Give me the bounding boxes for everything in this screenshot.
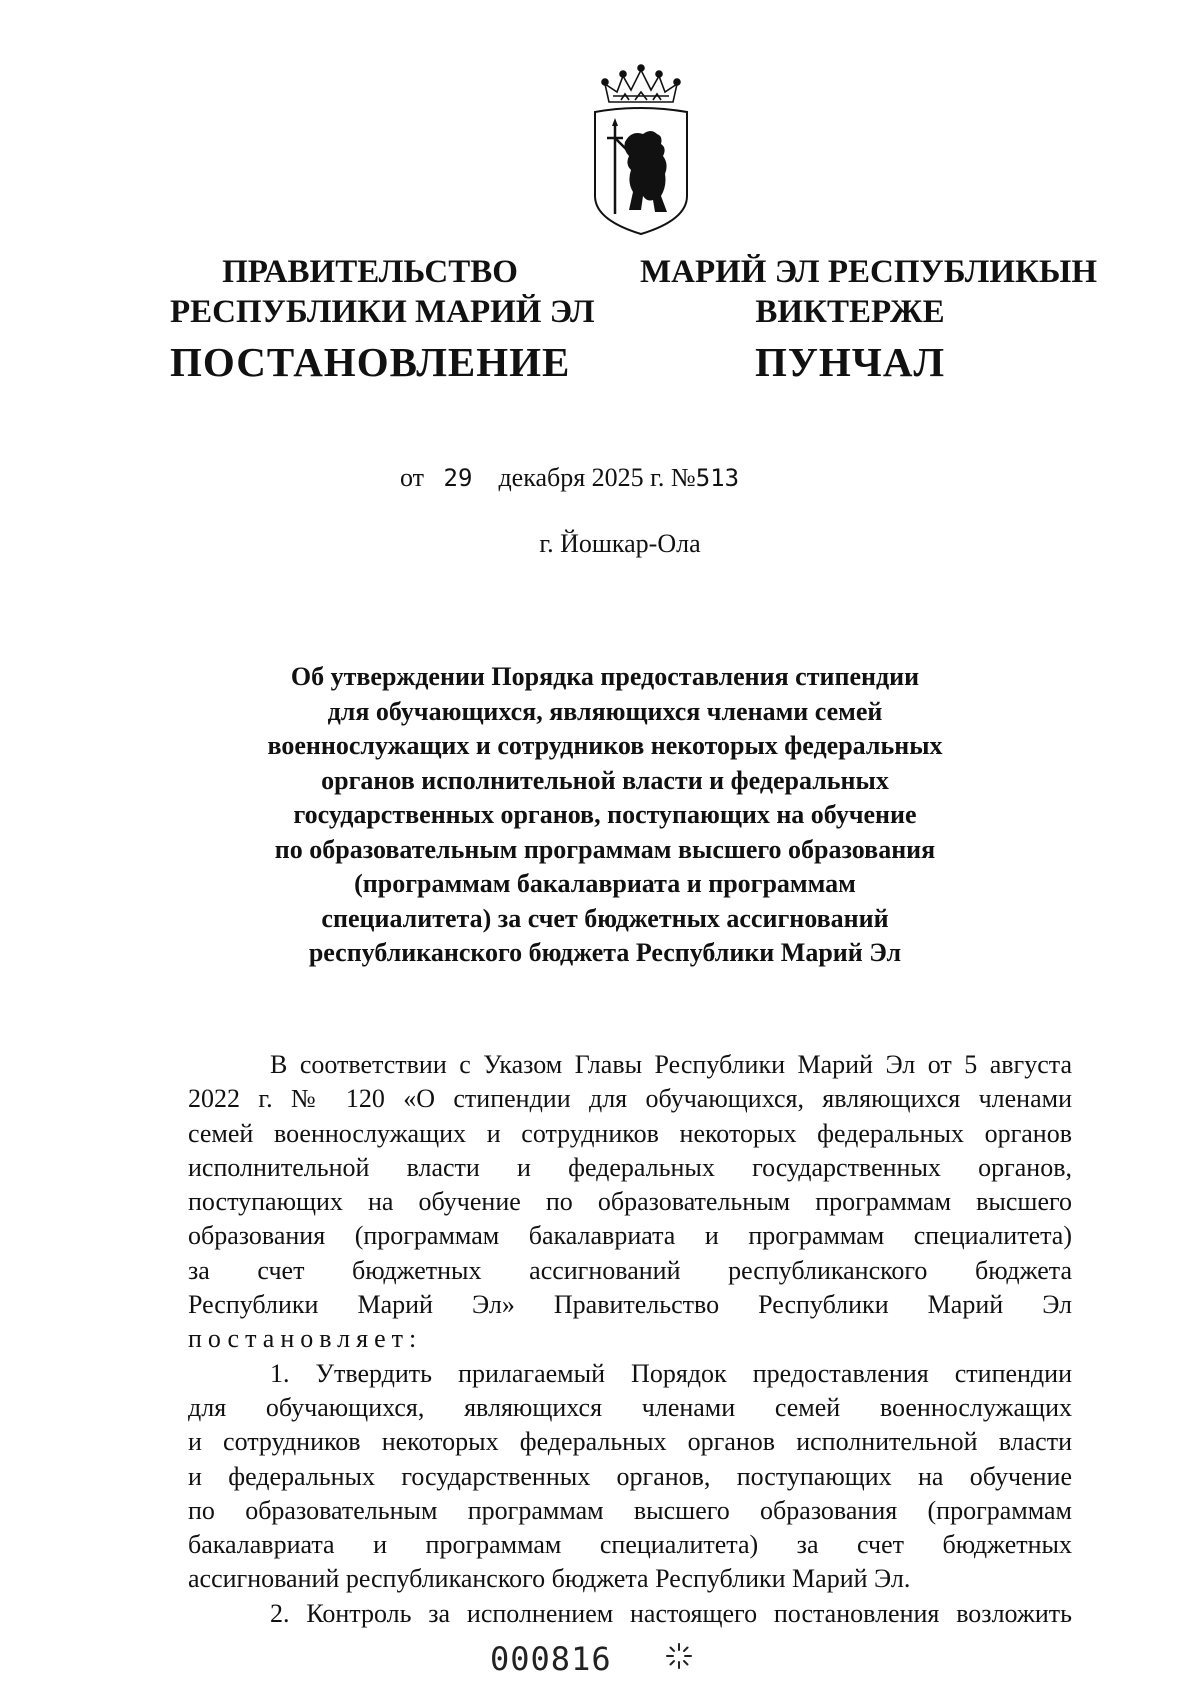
title-line: (программам бакалавриата и программам (354, 869, 856, 898)
item-2-paragraph (188, 1597, 1072, 1631)
date-day: 29 (443, 464, 473, 492)
asterisk-mark-icon (664, 1641, 694, 1671)
title-line: военнослужащих и сотрудников некоторых федеральных (267, 731, 943, 760)
date-prefix: от (400, 463, 425, 492)
header-left-doc-type: ПОСТАНОВЛЕНИЕ (170, 339, 571, 385)
body-line: бакалавриата и программам специалитета) за счет бюджетных (188, 1530, 1072, 1560)
title-line: республиканского бюджета Республики Марий Эл (308, 938, 902, 967)
date-month-year: декабря 2025 г. № (498, 463, 696, 492)
serial-number: 000816 (490, 1640, 612, 1678)
document-title (220, 660, 990, 971)
body-line: образования (программам бакалавриата и программам специалитета) (188, 1221, 1072, 1251)
body-line: и федеральных государственных органов, поступающих на обучение (188, 1461, 1072, 1491)
body-line: для обучающихся, являющихся членами семей военнослужащих (188, 1392, 1072, 1422)
document-number: 513 (695, 464, 740, 492)
title-line: для обучающихся, являющихся членами семей (327, 696, 883, 726)
body-line: ассигнований республиканского бюджета Республики Марий Эл. (188, 1564, 911, 1594)
body-line: поступающих на обучение по образовательным программам высшего (188, 1187, 1072, 1217)
body-line: 1. Утвердить прилагаемый Порядок предоставления стипендии (270, 1358, 1072, 1388)
title-line: специалитета) за счет бюджетных ассигнований (321, 903, 889, 933)
preamble-paragraph (188, 1048, 1072, 1357)
header-right-line1: МАРИЙ ЭЛ РЕСПУБЛИКЫН (640, 254, 1098, 290)
header-left-line1: ПРАВИТЕЛЬСТВО (222, 254, 518, 290)
title-line: государственных органов, поступающих на обучение (293, 800, 917, 829)
document-date-line (400, 462, 840, 494)
header-right (640, 252, 1098, 386)
body-line: по образовательным программам высшего образования (программам (188, 1495, 1072, 1525)
document-body (188, 1048, 1072, 1631)
body-line: Республики Марий Эл» Правительство Республики Марий Эл (188, 1290, 1072, 1320)
body-line: семей военнослужащих и сотрудников некоторых федеральных органов (188, 1118, 1072, 1148)
body-line: 2022 г. № 120 «О стипендии для обучающихся, являющихся членами (188, 1084, 1072, 1114)
title-line: по образовательным программам высшего образования (274, 834, 936, 864)
header-left (170, 252, 595, 386)
title-line: органов исполнительной власти и федеральных (321, 765, 889, 795)
title-line: Об утверждении Порядка предоставления стипендии (290, 662, 920, 691)
body-line: 2. Контроль за исполнением настоящего постановления возложить (270, 1598, 1072, 1628)
body-line: исполнительной власти и федеральных государственных органов, (188, 1152, 1072, 1182)
body-line-resolves: постановляет: (188, 1324, 423, 1354)
body-line: В соответствии с Указом Главы Республики Марий Эл от 5 августа (270, 1050, 1072, 1079)
item-1-paragraph (188, 1357, 1072, 1597)
header-right-doc-type: ПУНЧАЛ (754, 339, 946, 385)
document-city: г. Йошкар-Ола (539, 529, 701, 558)
header-right-line2: ВИКТЕРЖЕ (755, 294, 945, 330)
body-line: за счет бюджетных ассигнований республиканского бюджета (188, 1255, 1072, 1285)
header-left-line2: РЕСПУБЛИКИ МАРИЙ ЭЛ (170, 294, 595, 330)
coat-of-arms-icon (585, 64, 697, 236)
body-line: и сотрудников некоторых федеральных органов исполнительной власти (188, 1427, 1072, 1457)
